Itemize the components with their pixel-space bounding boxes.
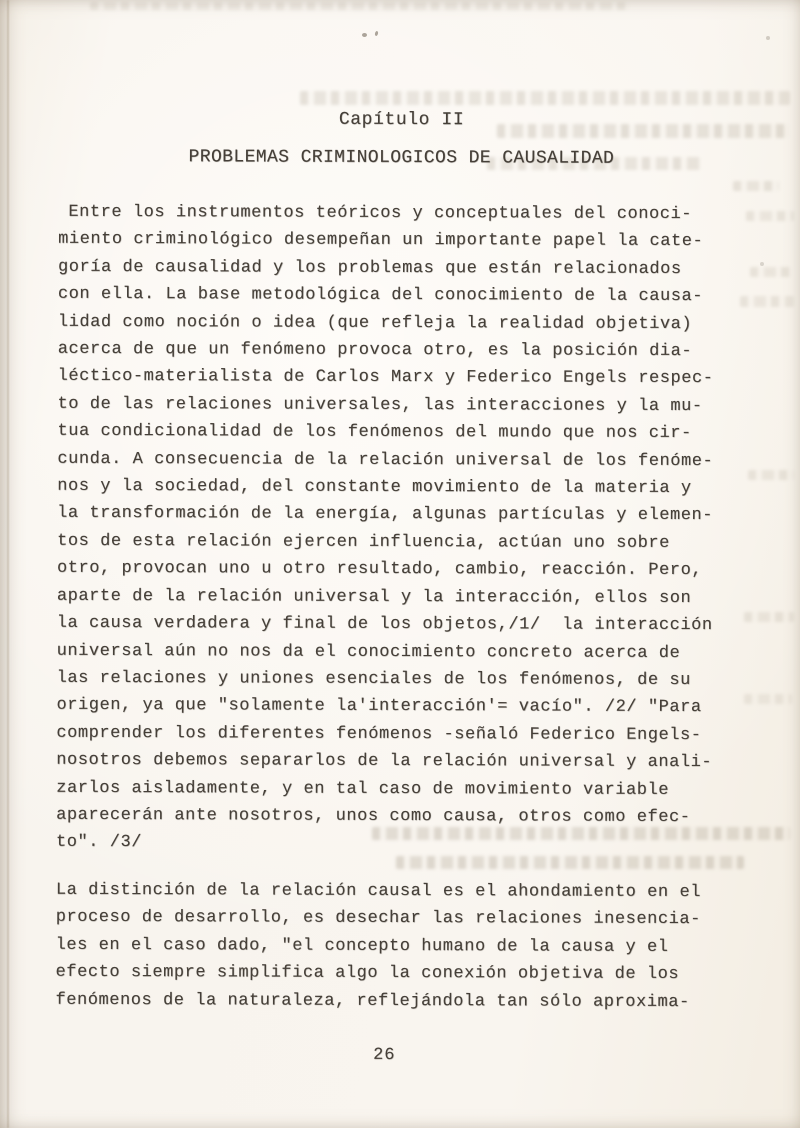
- chapter-title: Capítulo II: [338, 109, 465, 131]
- page-edge-crease: [7, 0, 9, 1128]
- body-paragraph-2: La distinción de la relación causal es el ahondamiento en el proceso de desarrollo, es desechar las relaciones inesencia- les en el caso dado, "el concepto humano de la causa y el efecto siempre simplifica algo la conexión objetiva de los fenómenos de la naturaleza, reflejándola tan sólo aproxima-: [55, 880, 701, 1012]
- page-number: 26: [373, 1045, 396, 1065]
- body-paragraph-1: Entre los instrumentos teóricos y conceptuales del conoci- miento criminológico desempeñan un importante papel la cate- goría de causalidad y los problemas que están relacionados con ella. La base metodológica del conocimiento de la causa- lidad como noción o idea (que refleja la realidad objetiva) acerca de que un fenómeno provoca otro, es la posición dia- léctico-materialista de Carlos Marx y Federico Engels respec- to de las relaciones universales, las interacciones y la mu- tua condicionalidad de los fenómenos del mundo que nos cir- cunda. A consecuencia de la relación universal de los fenóme- nos y la sociedad, del constante movimiento de la materia y la transformación de la energía, algunas partículas y elemen- tos de esta relación ejercen influencia, actúan uno sobre otro, provocan uno u otro resultado, cambio, reacción. Pero, aparte de la relación universal y la interacción, ellos son la causa verdadera y final de los objetos,/1/ la interacción universal aún no nos da el conocimiento concreto acerca de las relaciones y uniones esenciales de los fenómenos, de su origen, ya que "solamente la'interacción'= vacío". /2/ "Para comprender los diferentes fenómenos -señaló Federico Engels- nosotros debemos separarlos de la relación universal y anali- zarlos aisladamente, y en tal caso de movimiento variable aparecerán ante nosotros, unos como causa, otros como efec- to". /3/: [55, 202, 714, 853]
- chapter-subtitle: PROBLEMAS CRIMINOLOGICOS DE CAUSALIDAD: [188, 147, 615, 169]
